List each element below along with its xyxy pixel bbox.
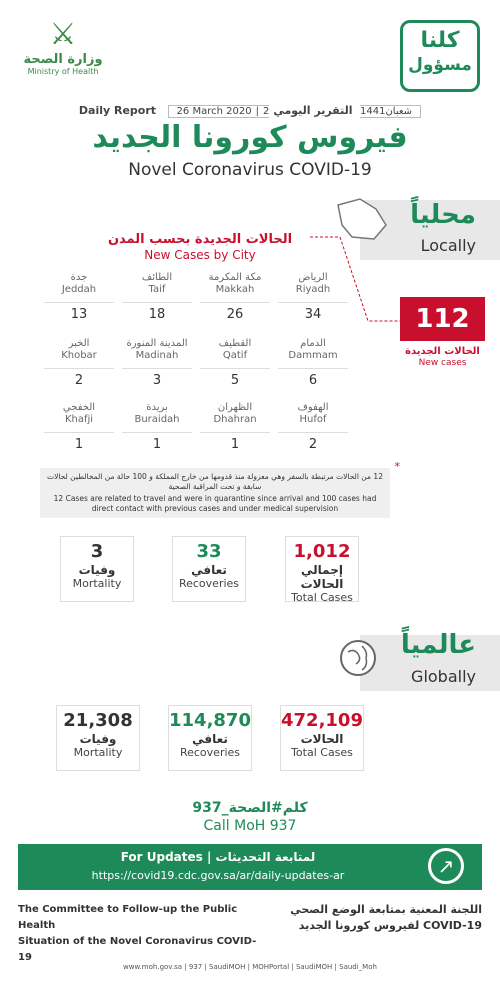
stat-label-en: Recoveries (178, 577, 240, 590)
city-count: 13 (44, 302, 114, 322)
ministry-name-en: Ministry of Health (27, 67, 99, 76)
updates-banner (18, 844, 482, 890)
footer-links: www.moh.gov.sa | 937 | SaudiMOH | MOHPortal | SaudiMOH | Saudi_Moh (123, 963, 377, 971)
committee-ar-line1: اللجنة المعنية بمتابعة الوضع الصحي (290, 903, 482, 916)
stat-label-en: Total Cases (291, 591, 353, 604)
committee-en-line2: Situation of the Novel Coronavirus COVID-19 (18, 936, 257, 963)
city-count: 3 (122, 368, 192, 388)
stat-value: 114,870 (169, 710, 251, 731)
asterisk-icon: * (394, 460, 400, 473)
city-cell (122, 338, 192, 388)
arrow-icon: ↗ (428, 848, 464, 884)
global-mortality-card (56, 705, 140, 771)
city-name-en: Khobar (61, 350, 97, 361)
note-en: 12 Cases are related to travel and were in quarantine since arrival and 100 cases had direct contact with previous cases and under medical supervision (53, 494, 377, 513)
cities-title-en: New Cases by City (144, 248, 256, 262)
city-name-en: Dhahran (213, 414, 257, 425)
locally-label-en: Locally (420, 236, 476, 255)
report-date: 26 March 2020 | 2شعبان1441 (168, 105, 422, 118)
local-mortality-card (60, 536, 134, 602)
committee-en-line1: The Committee to Follow-up the Public Health (18, 904, 238, 931)
city-count: 5 (200, 368, 270, 388)
city-count: 34 (278, 302, 348, 322)
palm-swords-emblem-icon: ⚔ (49, 17, 77, 52)
city-name-en: Makkah (215, 284, 255, 295)
date-gregorian: 26 March 2020 (176, 106, 252, 117)
city-cell (278, 338, 348, 388)
stat-value: 3 (90, 541, 104, 562)
report-label-en: Daily Report (78, 104, 157, 117)
city-cell (122, 272, 192, 322)
locally-label-ar: محلياً (410, 200, 476, 230)
city-name-ar: الدمام (300, 338, 326, 349)
stat-label-en: Mortality (72, 577, 122, 590)
call-label-ar: كلم#الصحة_937 (192, 800, 308, 816)
city-cell (200, 338, 270, 388)
new-cases-label-en: New cases (418, 358, 467, 368)
updates-title: For Updates | لمتابعة التحديثات (120, 850, 316, 864)
new-cases-label-ar: الحالات الجديدة (405, 346, 480, 357)
city-name-ar: القطيف (218, 338, 252, 349)
city-cell (44, 402, 114, 452)
stat-label-ar: وفيات (78, 563, 116, 577)
city-name-en: Madinah (135, 350, 179, 361)
report-line (0, 104, 500, 117)
stat-value: 1,012 (293, 541, 351, 562)
stat-value: 33 (196, 541, 222, 562)
report-label-ar: التقرير اليومي (273, 104, 353, 117)
stat-label-en: Recoveries (179, 746, 241, 759)
global-recoveries-card (168, 705, 252, 771)
global-total-card (280, 705, 364, 771)
city-name-ar: الخفجي (62, 402, 96, 413)
call-label-en: Call MoH 937 (203, 818, 297, 834)
committee-ar (282, 902, 482, 934)
committee-ar-line2: لفيروس كورونا الجديد COVID-19 (298, 919, 482, 932)
city-name-en: Jeddah (61, 284, 97, 295)
city-name-en: Taif (148, 284, 166, 295)
city-cell (200, 402, 270, 452)
cities-title-ar: الحالات الجديدة بحسب المدن (107, 232, 293, 247)
updates-label-ar: لمتابعة التحديثات (215, 850, 316, 864)
cities-grid (44, 268, 354, 460)
stat-label-ar: وفيات (79, 732, 117, 746)
new-cases-count: 112 (400, 297, 485, 341)
note-ar: 12 من الحالات مرتبطة بالسفر وهي معزولة منذ قدومها من خارج المملكة و 100 حالة من المخالطين لحالات سابقة و تحت المراقبة الصحية (47, 472, 383, 491)
city-name-en: Hufof (299, 414, 327, 425)
stat-value: 21,308 (63, 710, 133, 731)
city-name-ar: المدينة المنورة (126, 338, 188, 349)
campaign-line2: مسؤول (408, 55, 472, 75)
city-name-ar: الرياض (298, 272, 328, 283)
globe-icon (338, 638, 378, 678)
stat-label-en: Mortality (73, 746, 123, 759)
city-name-en: Khafji (64, 414, 94, 425)
city-name-en: Buraidah (134, 414, 180, 425)
date-hijri: 2شعبان1441 (262, 106, 413, 117)
city-count: 1 (44, 432, 114, 452)
city-name-ar: الطائف (141, 272, 173, 283)
ministry-logo (18, 18, 108, 98)
campaign-logo (400, 20, 480, 92)
city-count: 1 (122, 432, 192, 452)
city-cell (44, 272, 114, 322)
stat-label-ar: إجمالي الحالات (300, 563, 344, 591)
globally-label-ar: عالمياً (400, 630, 476, 660)
updates-label-en: For Updates (120, 850, 203, 864)
globally-label-en: Globally (411, 667, 476, 686)
ministry-name-ar: وزارة الصحة (23, 52, 103, 67)
city-cell (44, 338, 114, 388)
city-name-ar: الهفوف (297, 402, 329, 413)
city-count: 6 (278, 368, 348, 388)
stat-value: 472,109 (281, 710, 363, 731)
city-name-en: Riyadh (295, 284, 331, 295)
city-name-en: Qatif (222, 350, 248, 361)
local-recoveries-card (172, 536, 246, 602)
stat-label-ar: تعافي (191, 563, 227, 577)
city-cell (278, 402, 348, 452)
city-name-ar: الظهران (217, 402, 253, 413)
stat-label-ar: تعافي (192, 732, 228, 746)
campaign-line1: كلنا (420, 28, 460, 53)
city-name-ar: مكة المكرمة (208, 272, 262, 283)
city-count: 1 (200, 432, 270, 452)
city-count: 18 (122, 302, 192, 322)
city-cell (122, 402, 192, 452)
updates-url[interactable]: https://covid19.cdc.gov.sa/ar/daily-updates-ar (91, 869, 345, 882)
city-name-en: Dammam (288, 350, 338, 361)
city-count: 2 (278, 432, 348, 452)
title-ar: فيروس كورونا الجديد (92, 120, 408, 155)
city-cell (278, 272, 348, 322)
city-count: 26 (200, 302, 270, 322)
title-en: Novel Coronavirus COVID-19 (128, 160, 372, 180)
local-total-card (285, 536, 359, 602)
city-count: 2 (44, 368, 114, 388)
city-name-ar: بريدة (146, 402, 168, 413)
stat-label-ar: الحالات (300, 732, 344, 746)
cases-note (40, 460, 400, 518)
committee-en (18, 902, 268, 966)
city-name-ar: جدة (70, 272, 88, 283)
stat-label-en: Total Cases (291, 746, 353, 759)
city-cell (200, 272, 270, 322)
city-name-ar: الخبر (68, 338, 90, 349)
